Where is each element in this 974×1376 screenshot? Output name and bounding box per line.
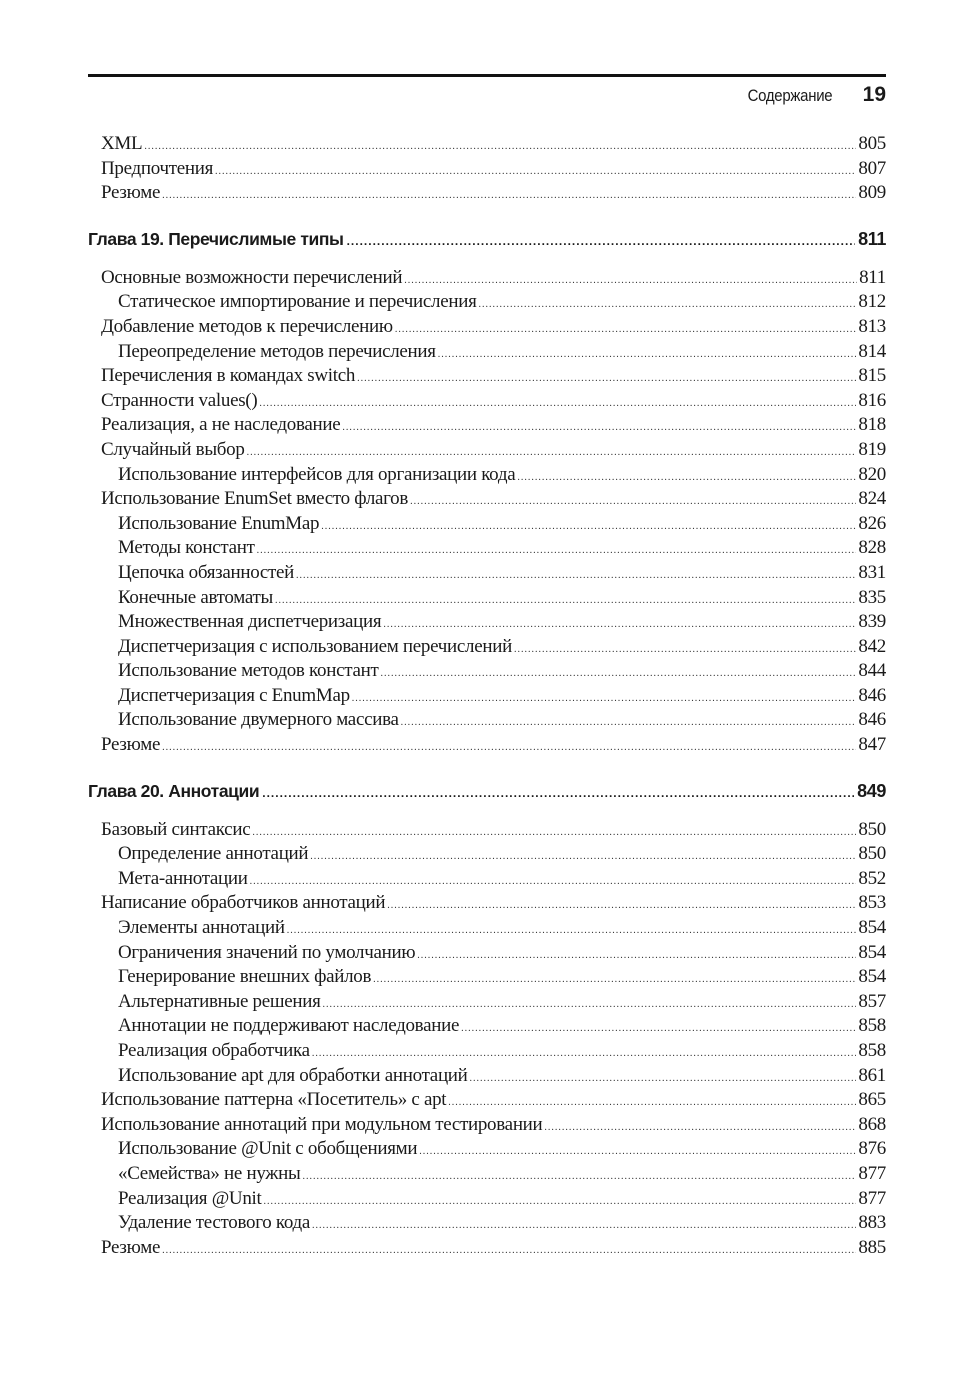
toc-subentry (88, 1163, 886, 1188)
toc-entry-page: 812 (858, 291, 886, 313)
toc-entry (88, 158, 886, 183)
toc-entry-title: Резюме (101, 734, 161, 756)
toc-subentry (88, 464, 886, 489)
toc-entry-page: 885 (858, 1236, 886, 1258)
toc-entry-title: Удаление тестового кода (118, 1212, 311, 1234)
leader-dots (162, 1245, 856, 1256)
toc-entry-title: Резюме (101, 1236, 161, 1258)
leader-dots (544, 1122, 856, 1133)
toc-subentry (88, 587, 886, 612)
toc-subentry (88, 537, 886, 562)
toc-subentry (88, 868, 886, 893)
chapter-title: Глава 19. Перечислимые типы (88, 228, 344, 249)
header-rule (88, 74, 886, 77)
toc-entry (88, 1089, 886, 1114)
toc-entry-page: 818 (858, 414, 886, 436)
toc-entry-page: 883 (858, 1212, 886, 1234)
toc-entry-title: Написание обработчиков аннотаций (101, 892, 386, 914)
toc-entry-title: Использование EnumSet вместо флагов (101, 488, 409, 510)
leader-dots (373, 974, 856, 985)
running-head (736, 83, 886, 107)
leader-dots (461, 1023, 856, 1034)
toc-entry-page: 858 (858, 1040, 886, 1061)
leader-dots (514, 644, 856, 655)
toc-subentry (88, 636, 886, 661)
toc-entry-page: 807 (858, 157, 886, 179)
leader-dots (323, 999, 857, 1010)
toc-subentry (88, 966, 886, 991)
toc-entry-page: 826 (858, 512, 886, 534)
toc-entry-page: 819 (858, 438, 886, 460)
toc-entry (88, 1237, 886, 1262)
toc-entry-page: 813 (858, 315, 886, 337)
leader-dots (259, 398, 856, 409)
toc-entry-title: Резюме (101, 182, 161, 204)
toc-subentry (88, 513, 886, 538)
toc-entry (88, 414, 886, 439)
toc-entry-page: 868 (858, 1113, 886, 1135)
toc-entry-title: Использование @Unit с обобщениями (118, 1138, 418, 1160)
toc-entry-title: Мета-аннотации (118, 867, 248, 889)
toc-entry-title: Реализация @Unit (118, 1187, 262, 1209)
toc-entry-page: 846 (858, 684, 886, 706)
toc-entry-page: 816 (858, 389, 886, 411)
toc-subentry (88, 709, 886, 734)
leader-dots (417, 950, 856, 961)
toc-entry-title: Генерирование внешних файлов (118, 966, 372, 988)
toc-entry-title: Предпочтения (101, 157, 214, 179)
leader-dots (419, 1146, 856, 1157)
toc-subentry (88, 660, 886, 685)
toc-entry-title: Использование EnumMap (118, 512, 320, 534)
toc-entry-page: 846 (858, 709, 886, 731)
toc-entry-title: Статическое импортирование и перечисления (118, 291, 477, 313)
toc-entry-page: 850 (858, 843, 886, 865)
toc-entry-title: Ограничения значений по умолчанию (118, 941, 416, 963)
toc-entry (88, 390, 886, 415)
leader-dots (380, 668, 856, 679)
leader-dots (347, 234, 856, 248)
toc-entry-page: 820 (858, 463, 886, 485)
toc-subentry (88, 1065, 886, 1090)
toc-entry-title: Базовый синтаксис (101, 818, 251, 840)
toc-subentry (88, 1138, 886, 1163)
toc-entry-title: Использование методов констант (118, 660, 379, 682)
toc-subentry (88, 685, 886, 710)
leader-dots (302, 1171, 856, 1182)
page-number: 19 (862, 83, 886, 106)
toc-entry-page: 805 (858, 133, 886, 154)
toc-entry (88, 365, 886, 390)
toc-entry (88, 488, 886, 513)
toc-entry-page: 877 (858, 1187, 886, 1209)
toc-entry-page: 824 (858, 488, 886, 510)
leader-dots (250, 876, 857, 887)
leader-dots (262, 786, 854, 800)
leader-dots (352, 693, 857, 704)
toc-entry-page: 835 (858, 586, 886, 608)
chapter-page: 849 (857, 780, 886, 801)
toc-entry-page: 854 (858, 941, 886, 963)
leader-dots (410, 496, 856, 507)
toc-entry-title: Диспетчеризация с использованием перечислений (118, 635, 512, 657)
toc-entry-title: Конечные автоматы (118, 586, 273, 608)
toc-entry-page: 847 (858, 734, 886, 756)
toc-subentry (88, 917, 886, 942)
toc-entry-page: 831 (858, 561, 886, 583)
leader-dots (387, 900, 856, 911)
toc-subentry (88, 341, 886, 366)
toc-subentry (88, 991, 886, 1016)
toc-entry-title: Элементы аннотаций (118, 917, 285, 939)
leader-dots (162, 190, 856, 201)
leader-dots (252, 827, 856, 838)
toc-entry-title: Переопределение методов перечисления (118, 340, 436, 362)
toc-subentry (88, 611, 886, 636)
toc-entry-title: XML (101, 133, 143, 154)
chapter-heading-20 (88, 781, 886, 811)
toc-subentry (88, 843, 886, 868)
leader-dots (401, 717, 857, 728)
toc-entry-page: 842 (858, 635, 886, 657)
leader-dots (144, 141, 856, 152)
toc-entry-title: Добавление методов к перечислению (101, 315, 393, 337)
toc-entry-title: Случайный выбор (101, 438, 245, 460)
leader-dots (395, 324, 857, 335)
toc-subentry (88, 1212, 886, 1237)
chapter-title: Глава 20. Аннотации (88, 780, 260, 801)
toc-entry-title: Множественная диспетчеризация (118, 611, 382, 633)
running-head-title: Содержание (747, 86, 833, 105)
toc-subentry (88, 1040, 886, 1065)
toc-entry-page: 861 (858, 1064, 886, 1086)
toc-entry-title: Использование паттерна «Посетитель» с apt (101, 1089, 447, 1111)
toc-entry-page: 811 (859, 266, 886, 288)
leader-dots (479, 299, 857, 310)
leader-dots (296, 570, 856, 581)
toc-entry-title: Цепочка обязанностей (118, 561, 295, 583)
toc-entry-page: 814 (858, 340, 886, 362)
leader-dots (247, 447, 857, 458)
leader-dots (257, 545, 857, 556)
toc-entry-title: Реализация обработчика (118, 1040, 310, 1061)
toc-entry (88, 819, 886, 844)
toc-entry-page: 844 (858, 660, 886, 682)
toc-entry-title: Альтернативные решения (118, 990, 321, 1012)
leader-dots (342, 422, 856, 433)
toc-entry (88, 267, 886, 292)
toc-entry-title: Методы констант (118, 537, 255, 559)
toc-subentry (88, 562, 886, 587)
toc-entry-page: 877 (858, 1162, 886, 1184)
toc-entry (88, 892, 886, 917)
leader-dots (404, 275, 857, 286)
toc-entry-page: 857 (858, 990, 886, 1012)
toc-entry-page: 876 (858, 1138, 886, 1160)
toc-entry-page: 854 (858, 966, 886, 988)
table-of-contents (88, 133, 886, 1261)
leader-dots (438, 349, 857, 360)
toc-entry-title: Использование аннотаций при модульном тестировании (101, 1113, 543, 1135)
leader-dots (275, 595, 856, 606)
toc-entry-title: Диспетчеризация с EnumMap (118, 684, 350, 706)
leader-dots (448, 1097, 856, 1108)
toc-entry (88, 734, 886, 759)
toc-entry-page: 854 (858, 917, 886, 939)
leader-dots (312, 1048, 857, 1059)
leader-dots (383, 619, 856, 630)
leader-dots (312, 1220, 856, 1231)
toc-entry-page: 809 (858, 182, 886, 204)
toc-entry-page: 850 (858, 818, 886, 840)
toc-entry-title: Основные возможности перечислений (101, 266, 403, 288)
toc-entry-page: 852 (858, 867, 886, 889)
toc-entry (88, 1114, 886, 1139)
toc-entry (88, 133, 886, 158)
toc-entry-title: Использование apt для обработки аннотаций (118, 1064, 468, 1086)
toc-entry-page: 839 (858, 611, 886, 633)
leader-dots (470, 1073, 857, 1084)
toc-subentry (88, 1015, 886, 1040)
leader-dots (263, 1196, 856, 1207)
toc-entry-page: 815 (858, 365, 886, 387)
toc-entry (88, 182, 886, 207)
toc-entry-page: 858 (858, 1015, 886, 1037)
chapter-page: 811 (858, 228, 886, 249)
leader-dots (321, 521, 856, 532)
toc-entry (88, 316, 886, 341)
leader-dots (287, 925, 857, 936)
toc-subentry (88, 942, 886, 967)
toc-entry-title: Использование интерфейсов для организации кода (118, 463, 516, 485)
toc-entry-title: Перечисления в командах switch (101, 365, 356, 387)
leader-dots (517, 472, 856, 483)
toc-entry-page: 828 (858, 537, 886, 559)
toc-entry-title: Определение аннотаций (118, 843, 309, 865)
leader-dots (357, 373, 856, 384)
toc-entry-page: 865 (858, 1089, 886, 1111)
chapter-heading-19 (88, 229, 886, 259)
leader-dots (162, 742, 856, 753)
leader-dots (310, 851, 856, 862)
toc-entry-title: «Семейства» не нужны (118, 1162, 301, 1184)
toc-entry (88, 439, 886, 464)
toc-entry-title: Реализация, а не наследование (101, 414, 341, 436)
toc-entry-title: Странности values() (101, 389, 258, 411)
toc-entry-page: 853 (858, 892, 886, 914)
toc-subentry (88, 1188, 886, 1213)
toc-entry-title: Использование двумерного массива (118, 709, 399, 731)
toc-subentry (88, 291, 886, 316)
leader-dots (215, 166, 856, 177)
toc-entry-title: Аннотации не поддерживают наследование (118, 1015, 460, 1037)
